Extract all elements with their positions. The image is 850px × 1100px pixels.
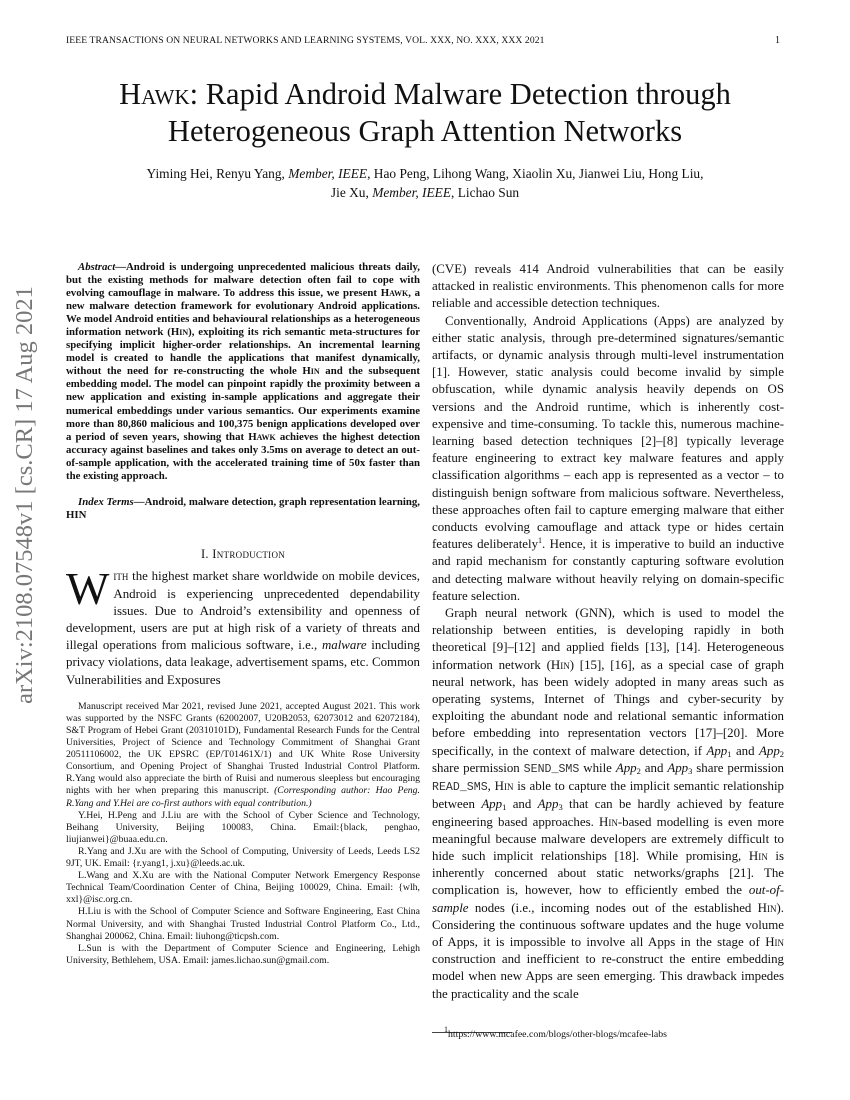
paragraph-cve: (CVE) reveals 414 Android vulnerabilities that can be easily attacked in realistic environments. This phenomenon calls for more reliable and accessible detection techniques. xyxy=(432,262,784,311)
arxiv-stamp: arXiv:2108.07548v1 [cs.CR] 17 Aug 2021 xyxy=(11,286,38,704)
index-terms xyxy=(66,496,420,523)
abstract-text-1: —Android is undergoing unprecedented malicious threats daily, but the existing methods for malware detection often fail to cope with evolving camouflage in malware. To address this issue, we present xyxy=(66,261,420,300)
paragraph-conventional xyxy=(432,313,784,605)
footnote-corresponding: (Corresponding author: Hao Peng. R.Yang and Y.Hei are co-first authors with equal contribution.) xyxy=(66,785,420,809)
abstract xyxy=(66,261,420,483)
footnote-affiliation: Y.Hei, H.Peng and J.Liu are with the School of Cyber Science and Technology, Beihang University, Beijing 100083, China. Email:{black, penghao, liujianwei}@buaa.edu.cn. xyxy=(66,809,420,845)
paper-title xyxy=(50,76,800,150)
conjunction: and xyxy=(731,743,759,758)
abstract-hin-2: Hin xyxy=(302,365,320,378)
abstract-hawk-2: Hawk xyxy=(248,430,276,443)
permission-read-sms: READ_SMS xyxy=(432,781,488,795)
section-heading-introduction xyxy=(66,547,420,562)
left-column xyxy=(66,261,420,967)
gnn-text-l: construction and inefficient to re-construct the entire embedding model when new Apps are seen emerging. This drawback impedes the practicality and the scale xyxy=(432,952,784,1001)
hin-term: Hin xyxy=(599,814,618,829)
footnote-affiliation: H.Liu is with the School of Computer Science and Software Engineering, East China Normal University, and with Shanghai Trusted Industrial Control Platform Co., Ltd., Shanghai 200062, China. Email: liuhong@ticpsh.com. xyxy=(66,906,420,942)
index-terms-label: Index Terms xyxy=(78,495,134,508)
gnn-text-j: nodes (i.e., incoming nodes out of the established xyxy=(468,900,758,915)
drop-cap: W xyxy=(66,563,110,615)
title-line2: Heterogeneous Graph Attention Networks xyxy=(167,114,683,148)
conjunction: while xyxy=(579,760,616,775)
gnn-text-g: that can be hardly achieved by feature engineering based approaches. xyxy=(432,797,784,829)
paragraph-conventional-end: . Hence, it is imperative to build an inductive and rapid mechanism for constantly capturing software evolution and detecting malware without heavily relying on domain-specific feature selection. xyxy=(432,537,785,603)
section-title: Introduction xyxy=(212,547,286,562)
subscript: 1 xyxy=(727,748,732,759)
gnn-text-e: , xyxy=(487,779,495,794)
paragraph-gnn xyxy=(432,605,784,1003)
author-footnotes xyxy=(66,701,420,967)
subscript: 1 xyxy=(502,802,507,813)
index-terms-text: —Android, malware detection, graph representation learning, HIN xyxy=(66,495,420,522)
footnote-affiliation: R.Yang and J.Xu are with the School of Computing, University of Leeds, Leeds LS2 9JT, UK. Email: {r.yang1, j.xu}@leeds.ac.uk. xyxy=(66,845,420,870)
footnote-url-mark: 1 xyxy=(444,1025,448,1034)
gnn-text-d: share permission xyxy=(692,760,785,775)
subscript: 3 xyxy=(688,765,693,776)
conjunction: and xyxy=(640,760,668,775)
app-term: App xyxy=(759,743,780,758)
authors-line1b: , Hao Peng, Lihong Wang, Xiaolin Xu, Jianwei Liu, Hong Liu, xyxy=(367,166,704,181)
abstract-text-3: ), exploiting its rich semantic meta-structures for specifying implicit higher-order relationships. An incremental learning model is created to handle the applications that manifest dynamically, without the need for re-constructing the whole xyxy=(66,326,421,378)
arxiv-stamp-container xyxy=(2,286,48,704)
authors-line2b: , Lichao Sun xyxy=(451,185,520,200)
gnn-text-a: Graph neural network (GNN), which is used to model the relationship between entities, is developing rapidly in both theoretical [9]–[12] and applied fields [13], [14]. Heterogeneous information network ( xyxy=(432,606,784,672)
gnn-text-k: ). Considering the continuous software updates and the huge volume of Apps, it is impossible to involve all Apps in the stage of xyxy=(432,900,784,949)
abstract-text-4: and the subsequent embedding model. The model can pinpoint rapidly the proximity between a new application and existing in-sample applications and aggregate their numerical embeddings under various semantics. Our experiments examine more than 80,860 malicious and 100,375 benign applications developed over a period of seven years, showing that xyxy=(66,365,420,443)
gnn-text-f: is able to capture the implicit semantic relationship between xyxy=(432,779,784,812)
title-line1-rest: : Rapid Android Malware Detection through xyxy=(189,77,731,111)
hin-term: Hin xyxy=(550,657,570,672)
section-number: I. xyxy=(200,547,213,562)
app-term: App xyxy=(481,797,503,812)
footnote-url xyxy=(444,1025,784,1041)
authors-member2: Member, IEEE xyxy=(372,185,452,200)
footnote-url-text: https://www.mcafee.com/blogs/other-blogs/mcafee-labs xyxy=(448,1029,667,1040)
page-number: 1 xyxy=(775,35,780,46)
authors-member1: Member, IEEE xyxy=(288,166,368,181)
intro-text-end: including privacy violations, data leakage, advertisement spams, etc. Common Vulnerabilities and Exposures xyxy=(66,638,420,687)
hin-term: Hin xyxy=(765,934,784,949)
intro-text: the highest market share worldwide on mobile devices, Android is experiencing unprecedented dependability issues. Due to Android’s extensibility and openness of development, users are put at high risk of a variety of threats and illegal operations from malicious software, i.e., xyxy=(66,569,420,653)
intro-paragraph xyxy=(66,563,420,688)
abstract-hin-1: Hin xyxy=(170,326,189,339)
subscript: 2 xyxy=(779,748,785,759)
subscript: 3 xyxy=(558,802,563,813)
footnote-affiliation: L.Sun is with the Department of Computer Science and Engineering, Lehigh University, Bethlehem, USA. Email: james.lichao.sun@gmail.com. xyxy=(66,942,420,966)
out-of-sample-term: out-of-sample xyxy=(432,883,784,915)
paragraph-conventional-text: Conventionally, Android Applications (Apps) are analyzed by either static analysis, through pre-determined signatures/semantic artifacts, or dynamic analysis through multi-level instrumentation [1]. However, static analysis could become invalid by simple obfuscation, while dynamic analysis heavily depends on OS versions and the Android runtime, which is inherently cost-expensive and time-consuming. To tackle this, numerous machine-learning based detection techniques [2]–[8] typically leverage feature engineering to extract key malware features and apply classification algorithms – each app is represented as a vector – to distinguish benign software from malicious software. Nevertheless, these approaches often fail to capture emerging malware that either conducts evolving camouflage and attack type or hides certain features deliberately xyxy=(432,313,784,552)
app-term: App xyxy=(615,760,637,775)
permission-send-sms: SEND_SMS xyxy=(523,762,580,776)
footnote-marker: 1 xyxy=(538,536,543,546)
app-term: App xyxy=(537,797,559,812)
gnn-text-i: is inherently concerned about static networks/graphs [21]. The complication is, however, how to efficiently embed the xyxy=(432,848,784,898)
abstract-hawk: Hawk xyxy=(380,287,409,300)
hin-term: Hin xyxy=(748,848,768,863)
author-list xyxy=(85,164,765,202)
authors-line2a: Jie Xu, xyxy=(330,185,373,200)
intro-caps: ith xyxy=(113,569,129,584)
gnn-text-b: ) [15], [16], as a special case of graph neural network, has been widely adopted in many areas such as operating systems, Internet of Things and cyber-security by exploiting the abundant node and relational semantic information before embedding into representation vectors [17]–[20]. More specifically, in the context of malware detection, if xyxy=(432,657,784,758)
hin-term: Hin xyxy=(494,779,514,794)
authors-line1a: Yiming Hei, Renyu Yang, xyxy=(146,166,289,181)
footnote-manuscript-text: Manuscript received Mar 2021, revised June 2021, accepted August 2021. This work was supported by the NSFC Grants (62002007, U20B2053, 62073012 and 62072184), S&T Program of Hebei Grant (20310101D), Fundamental Research Funds for the Central Universities, Project of Science and Technology Commitment of Shanghai Grant 20511106002, the UK EPSRC (EP/T01461X/1) and UK White Rose University Consortium, and Opening Project of Shanghai Trusted Industrial Control Platform. R.Yang would also appreciate the birth of Ruisi and numerous sleepless but encouraging nights with her when preparing this manuscript. xyxy=(66,700,420,797)
subscript: 2 xyxy=(636,765,641,776)
footnote-manuscript xyxy=(66,701,420,810)
app-term: App xyxy=(706,743,728,758)
abstract-text-2: , a new malware detection framework for evolutionary Android applications. We model Android entities and behavioural relationships as a heterogeneous information network ( xyxy=(66,287,420,339)
hin-term: Hin xyxy=(757,900,777,915)
conjunction: and xyxy=(506,797,538,812)
footnote-affiliation: L.Wang and X.Xu are with the National Computer Network Emergency Response Technical Team/Coordination Center of China, Beijing 100029, China. Email: {wlh, xxl}@isc.org.cn. xyxy=(66,870,420,906)
title-hawk: Hawk xyxy=(119,77,190,111)
gnn-text-h: -based modelling is even more meaningful because malware developers are extremely difficult to hide such implicit relationships [18]. While promising, xyxy=(432,814,784,863)
gnn-text-c: share permission xyxy=(432,760,524,775)
abstract-label: Abstract xyxy=(78,261,116,273)
right-column xyxy=(432,261,784,1003)
intro-malware-word: malware xyxy=(321,638,367,653)
abstract-text-5: achieves the highest detection accuracy against baselines and takes only 3.5ms on average to detect an out-of-sample application, with the accelerated training time of 50x faster than the existing approach. xyxy=(66,430,420,482)
running-head: IEEE TRANSACTIONS ON NEURAL NETWORKS AND LEARNING SYSTEMS, VOL. XXX, NO. XXX, XXX 2021 xyxy=(66,35,545,46)
app-term: App xyxy=(667,760,689,775)
